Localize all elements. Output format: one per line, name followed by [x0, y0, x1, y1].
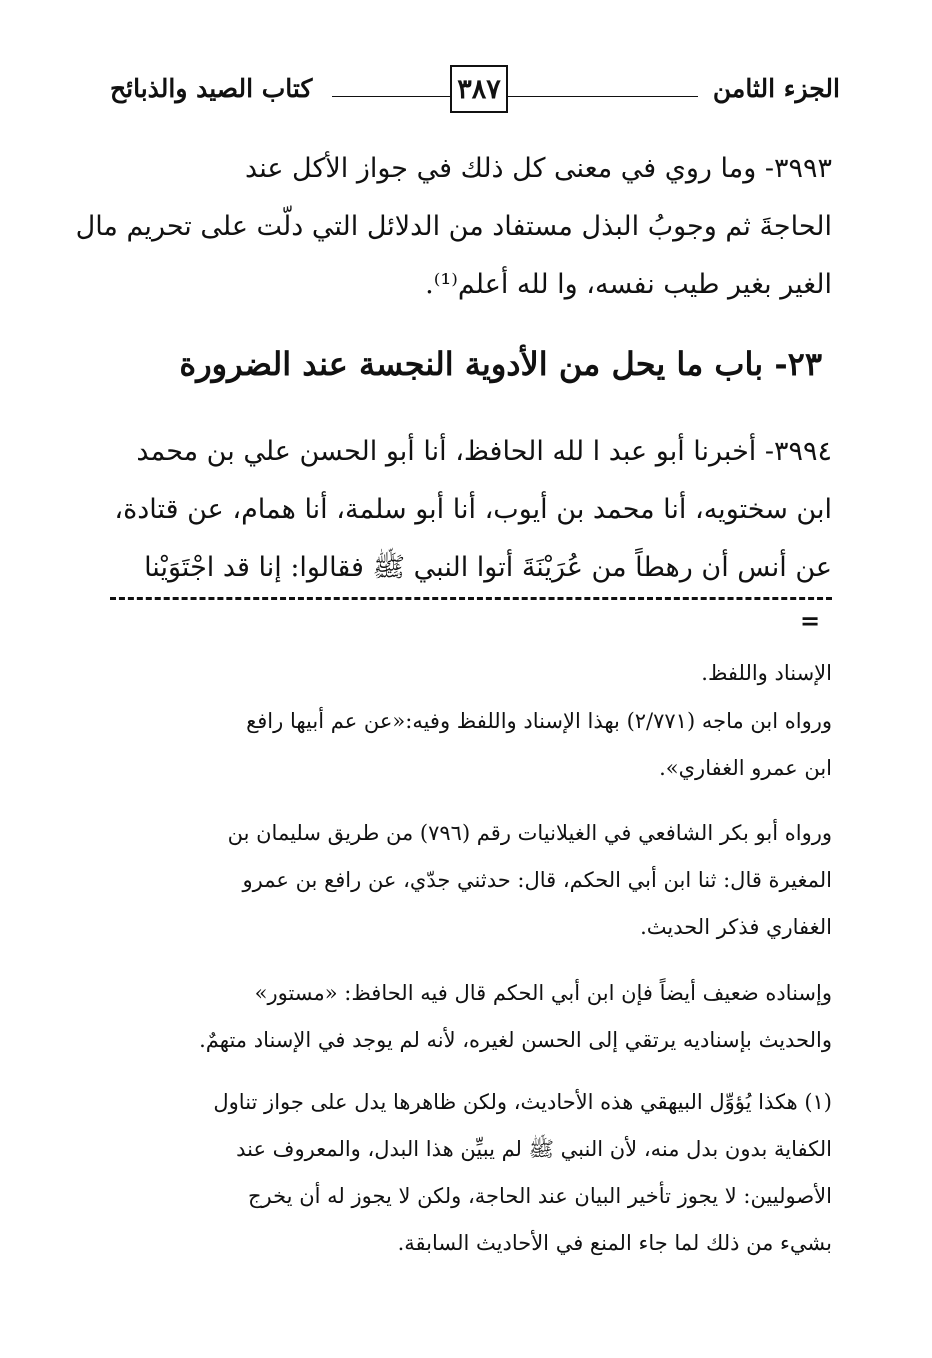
footnote-isnad-line — [120, 650, 832, 697]
footnote-1 — [120, 1079, 832, 1267]
continuation-mark: = — [800, 606, 821, 635]
footnote-line: المغيرة قال: ثنا ابن أبي الحكم، قال: حدثني جدّي، عن رافع بن عمرو — [242, 868, 832, 892]
paragraph-line: ٣٩٩٣- وما روي في معنى كل ذلك في جواز الأكل عند — [245, 153, 832, 184]
book-title: كتاب الصيد والذبائح — [110, 74, 313, 103]
page-number-box — [450, 65, 508, 113]
paragraph-line: الحاجةَ ثم وجوبُ البذل مستفاد من الدلائل التي دلّت على تحريم مال — [75, 211, 832, 242]
paragraph-line: ابن سختويه، أنا محمد بن أيوب، أنا أبو سلمة، أنا همام، عن قتادة، — [114, 494, 832, 525]
footnote-line: ورواه ابن ماجه (٢/٧٧١) بهذا الإسناد واللفظ وفيه:«عن عم أبيها رافع — [246, 709, 832, 733]
footnote-line: الأصوليين: لا يجوز تأخير البيان عند الحاجة، ولكن لا يجوز له أن يخرج — [247, 1184, 832, 1208]
footnote-line: الغفاري فذكر الحديث. — [640, 915, 832, 939]
paragraph-3994 — [114, 423, 832, 597]
footnote-line: (١) هكذا يُؤوِّل البيهقي هذه الأحاديث، ولكن ظاهرها يدل على جواز تناول — [213, 1090, 832, 1114]
page-number: ٣٨٧ — [457, 73, 501, 105]
footnote-line: والحديث بإسناديه يرتقي إلى الحسن لغيره، لأنه لم يوجد في الإسناد متهمٌ. — [199, 1028, 832, 1052]
paragraph-line: عن أنس أن رهطاً من عُرَيْنَةَ أتوا النبي ﷺ فقالوا: إنا قد اجْتَوَيْنا — [144, 552, 832, 583]
paragraph-line: الغير بغير طيب نفسه، وا لله أعلم⁽¹⁾. — [425, 269, 832, 300]
chapter-heading: ٢٣- باب ما يحل من الأدوية النجسة عند الضرورة — [179, 345, 822, 383]
paragraph-3993 — [75, 140, 832, 314]
footnote-separator — [110, 597, 832, 600]
footnote-line: بشيء من ذلك لما جاء المنع في الأحاديث السابقة. — [397, 1231, 832, 1255]
footnote-line: وإسناده ضعيف أيضاً فإن ابن أبي الحكم قال فيه الحافظ: «مستور» — [254, 981, 832, 1005]
paragraph-line: ٣٩٩٤- أخبرنا أبو عبد ا لله الحافظ، أنا أبو الحسن علي بن محمد — [136, 436, 832, 467]
footnote-line: الإسناد واللفظ. — [701, 661, 832, 685]
header-rule-left — [332, 96, 552, 97]
footnote-abu-bakr — [120, 810, 832, 951]
part-label: الجزء الثامن — [712, 74, 840, 103]
footnote-isnad-weak — [120, 970, 832, 1064]
footnote-ibn-majah — [120, 698, 832, 792]
footnote-line: ابن عمرو الغفاري». — [659, 756, 832, 780]
page-header — [100, 62, 840, 118]
footnote-line: ورواه أبو بكر الشافعي في الغيلانيات رقم (٧٩٦) من طريق سليمان بن — [227, 821, 832, 845]
footnote-line: الكفاية بدون بدل منه، لأن النبي ﷺ لم يبيِّن هذا البدل، والمعروف عند — [236, 1137, 832, 1161]
